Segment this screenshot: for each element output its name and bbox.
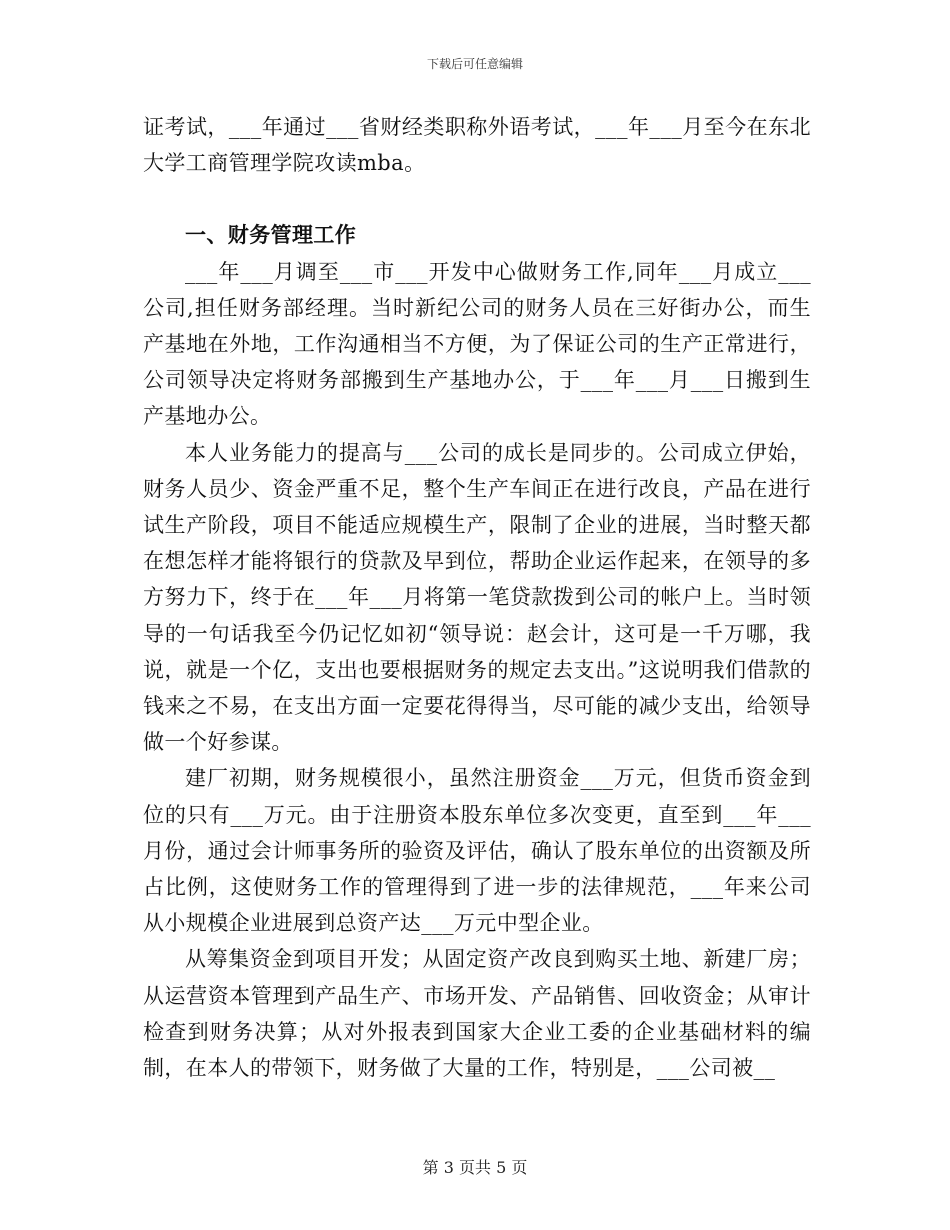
body-paragraph: 建厂初期，财务规模很小，虽然注册资金___万元，但货币资金到位的只有___万元。由于注册资本股东单位多次变更，直至到___年___月份，通过会计师事务所的验资及评估，确认了股东单位的出资额及所占比例，这使财务工作的管理得到了进一步的法律规范，___年来公司从小规模企业进展到总资产达___万元中型企业。 [143,766,811,936]
intro-continuation-paragraph: 证考试，___年通过___省财经类职称外语考试，___年___月至今在东北大学工商管理学院攻读mba。 [143,115,811,176]
body-paragraph: 本人业务能力的提高与___公司的成长是同步的。公司成立伊始，财务人员少、资金严重不足，整个生产车间正在进行改良，产品在进行试生产阶段，项目不能适应规模生产，限制了企业的进展，当时整天都在想怎样才能将银行的贷款及早到位，帮助企业运作起来，在领导的多方努力下，终于在___年___月将第一笔贷款拨到公司的帐户上。当时领导的一句话我至今仍记忆如初“领导说：赵会计，这可是一千万哪，我说，就是一个亿，支出也要根据财务的规定去支出。”这说明我们借款的钱来之不易，在支出方面一定要花得得当，尽可能的减少支出，给领导做一个好参谋。 [143,440,811,755]
document-body [143,109,811,1086]
body-paragraph: 从筹集资金到项目开发；从固定资产改良到购买土地、新建厂房；从运营资本管理到产品生产、市场开发、产品销售、回收资金；从审计检查到财务决算；从对外报表到国家大企业工委的企业基础材料的编制，在本人的带领下，财务做了大量的工作，特别是，___公司被__ [143,947,811,1081]
section-heading: 一、财务管理工作 [185,222,357,248]
running-header: 下载后可任意编辑 [426,57,523,71]
body-paragraph: ___年___月调至___市___开发中心做财务工作,同年___月成立___公司,担任财务部经理。当时新纪公司的财务人员在三好街办公，而生产基地在外地，工作沟通相当不方便，为了保证公司的生产正常进行，公司领导决定将财务部搬到生产基地办公，于___年___月___日搬到生产基地办公。 [143,259,811,429]
page-number-footer: 第 3 页共 5 页 [422,1158,528,1177]
